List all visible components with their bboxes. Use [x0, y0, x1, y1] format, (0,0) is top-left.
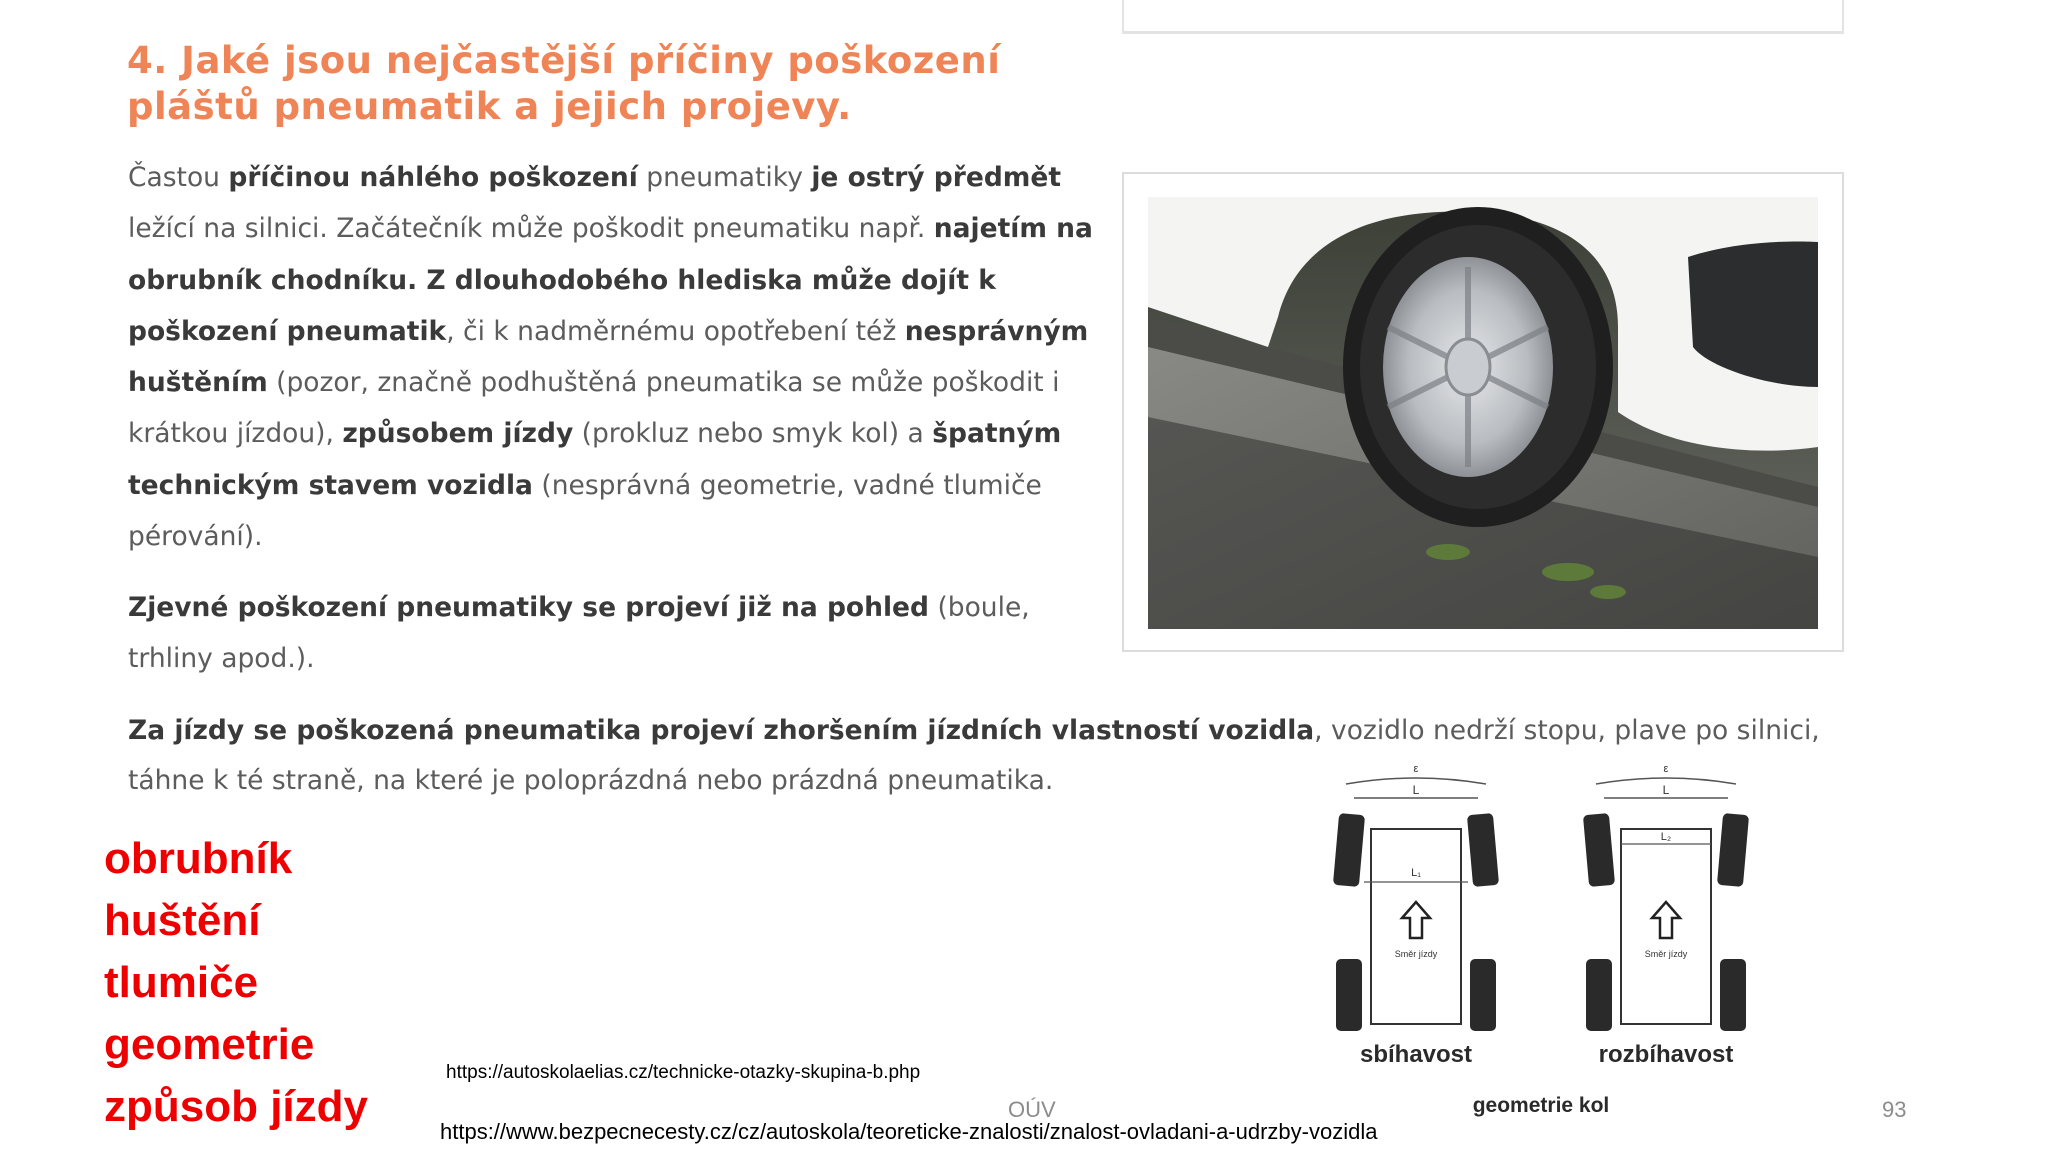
- text-run: (nesprávná geometrie, vadné tlumiče pérování).: [128, 469, 1042, 553]
- bold-text-run: příčinou náhlého poškození: [228, 162, 638, 193]
- toe-out-dimension-l: L: [1662, 783, 1670, 797]
- text-run: (pozor, značně podhuštěná pneumatika se může poškodit i krátkou jízdou),: [128, 367, 1060, 450]
- bold-text-run: Zjevné poškození pneumatiky se projeví již na pohled: [128, 592, 930, 623]
- keyword-curb: obrubník: [104, 834, 293, 883]
- bold-text-run: špatným technickým stavem vozidla: [128, 418, 1062, 501]
- keyword-inflation: huštění: [104, 896, 261, 945]
- source-link-2[interactable]: https://www.bezpecnecesty.cz/cz/autoskola/teoreticke-znalosti/znalost-ovladani-a-udrzby-vozidla: [440, 1119, 1378, 1144]
- toe-in-label: sbíhavost: [1359, 1041, 1473, 1068]
- keyword-shock-absorbers: tlumiče: [104, 958, 259, 1007]
- text-run: ležící na silnici. Začátečník může poškodit pneumatiku např.: [128, 213, 934, 245]
- page-number: 93: [1882, 1097, 1907, 1122]
- toe-in-direction-text: Směr jízdy: [1394, 949, 1438, 959]
- car-tire-curb-photo: [1148, 197, 1818, 629]
- toe-out-direction-text: Směr jízdy: [1644, 949, 1688, 959]
- toe-out-label: rozbíhavost: [1598, 1041, 1734, 1068]
- svg-text:ε: ε: [1663, 763, 1669, 775]
- bold-text-run: je ostrý předmět: [811, 162, 1062, 193]
- keyword-driving-style: způsob jízdy: [104, 1082, 368, 1131]
- text-run: , vozidlo nedrží stopu, plave po silnici, táhne k té straně, na které je poloprázdná nebo prázdná pneumatika.: [128, 715, 1820, 796]
- text-run: (prokluz nebo smyk kol) a: [573, 418, 933, 450]
- text-run: , či k nadměrnému opotřebení též: [446, 315, 905, 347]
- text-run: (boule, trhliny apod.).: [128, 592, 1030, 675]
- source-link-1[interactable]: https://autoskolaelias.cz/technicke-otazky-skupina-b.php: [446, 1062, 921, 1083]
- toe-out-dimension-l2: L₂: [1660, 831, 1672, 843]
- text-run: Častou: [128, 162, 229, 193]
- bold-text-run: najetím na obrubník chodníku. Z dlouhodobého hlediska může dojít k poškození pneumatik: [128, 213, 1093, 347]
- paragraph-causes: [128, 152, 1103, 562]
- bold-text-run: nesprávným huštěním: [128, 315, 1089, 399]
- slide-heading: 4. Jaké jsou nejčastější příčiny poškození pláštů pneumatik a jejich projevy.: [127, 39, 1001, 128]
- svg-text:ε: ε: [1413, 763, 1419, 775]
- bold-text-run: Za jízdy se poškozená pneumatika projeví zhoršením jízdních vlastností vozidla: [128, 715, 1315, 746]
- toe-in-dimension-l: L: [1412, 783, 1420, 797]
- keyword-list: [104, 828, 368, 1138]
- keyword-geometry: geometrie: [104, 1020, 315, 1069]
- wheel-geometry-diagram: [1306, 754, 1776, 1134]
- toe-in-dimension-l1: L₁: [1411, 867, 1421, 879]
- top-image-frame: [1122, 0, 1844, 34]
- diagram-caption: geometrie kol: [1472, 1094, 1610, 1117]
- paragraph-visible-damage: [128, 582, 1103, 685]
- toe-out-diagram: [1583, 763, 1749, 1068]
- toe-in-diagram: [1333, 763, 1499, 1068]
- bold-text-run: způsobem jízdy: [342, 418, 574, 450]
- footer-label: OÚV: [1008, 1097, 1056, 1122]
- text-run: pneumatiky: [637, 162, 812, 193]
